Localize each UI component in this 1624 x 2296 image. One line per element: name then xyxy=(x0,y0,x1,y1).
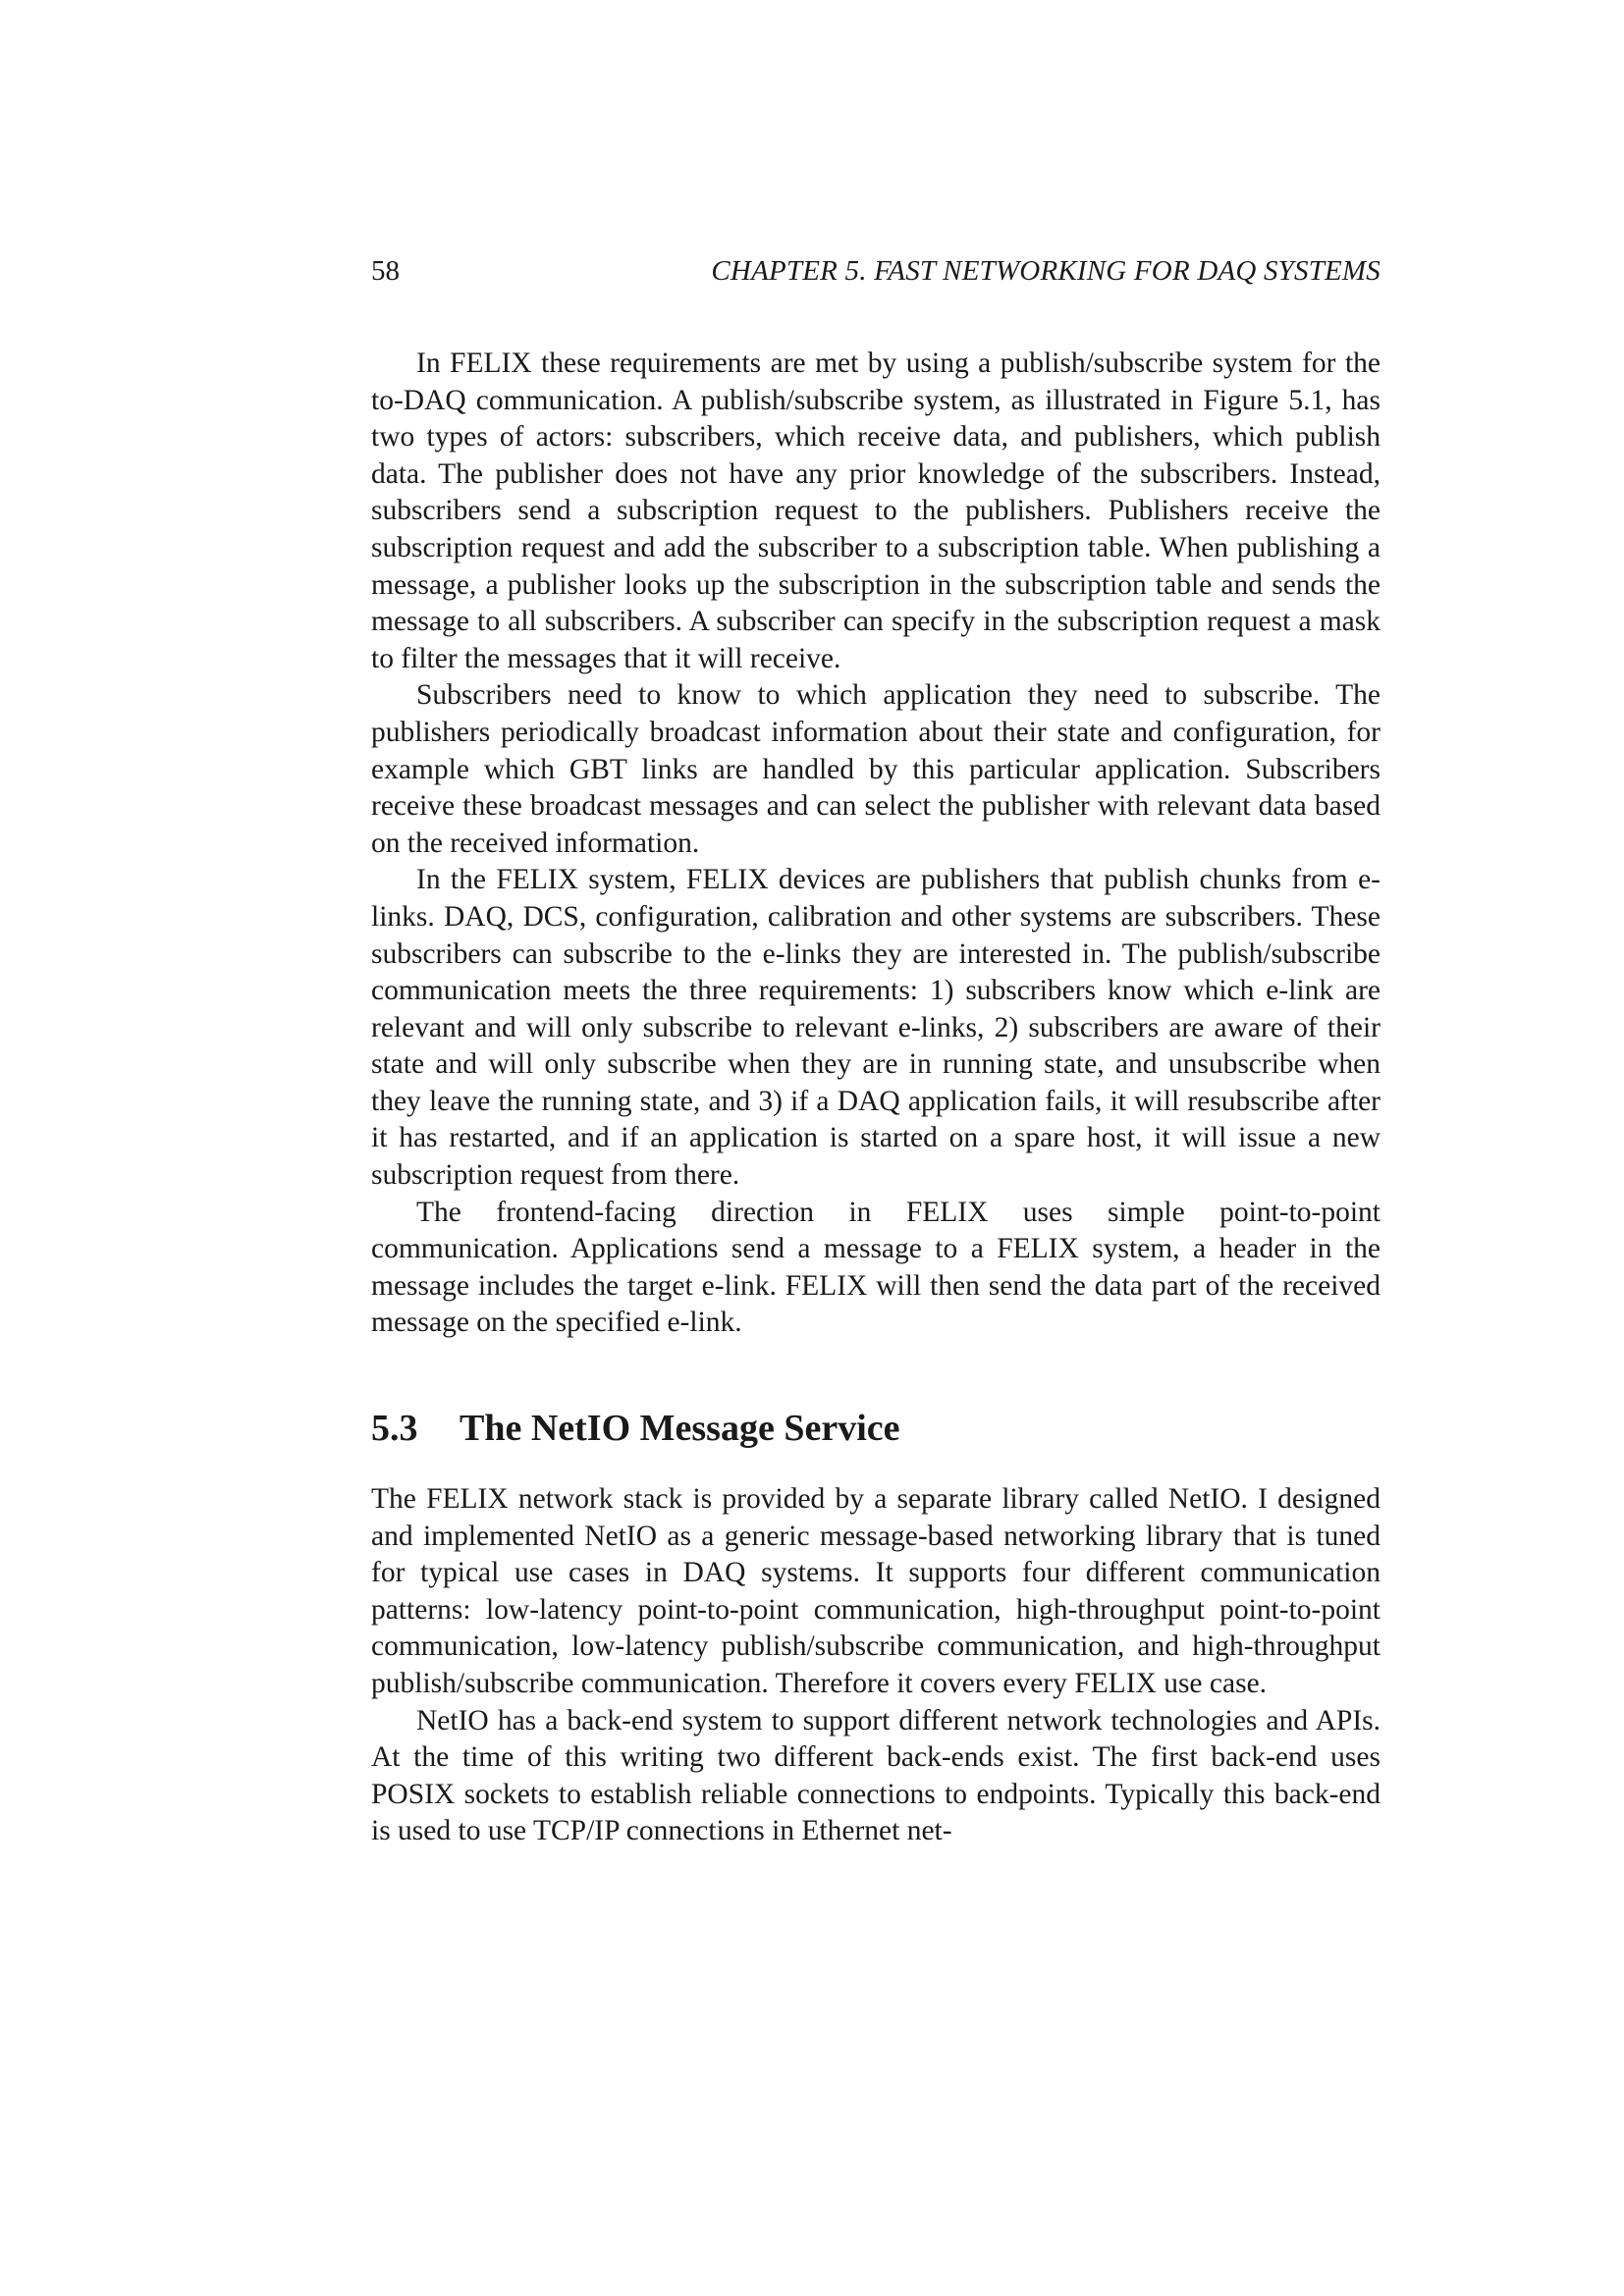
section-heading xyxy=(371,1405,1380,1452)
body-text xyxy=(371,346,1380,1850)
paragraph-netio-intro: The FELIX network stack is provided by a separate library called NetIO. I designed and implemented NetIO as a generic message-based networking library that is tuned for typical use cases in DAQ systems. It supports four different communication patterns: low-latency point-to-point communication, high-throughput point-to-point communication, low-latency publish/subscribe communication, and high-throughput publish/subscribe communication. Therefore it covers every FELIX use case. xyxy=(371,1483,1380,1699)
paragraph-frontend-direction: The frontend-facing direction in FELIX uses simple point-to-point communication. Applications send a message to a FELIX system, a header in the message includes the target e-link. FELIX will then send the data part of the received message on the specified e-link. xyxy=(371,1196,1380,1339)
paragraph-subscribers-broadcast: Subscribers need to know to which application they need to subscribe. The publishers periodically broadcast information about their state and configuration, for example which GBT links are handled by this particular application. Subscribers receive these broadcast messages and can select the publisher with relevant data based on the received information. xyxy=(371,679,1380,859)
paragraph-netio-backends: NetIO has a back-end system to support different network technologies and APIs. At the time of this writing two different back-ends exist. The first back-end uses POSIX sockets to establish reliable connections to endpoints. Typically this back-end is used to use TCP/IP connections in Ethernet net- xyxy=(371,1704,1380,1847)
section-body xyxy=(371,1481,1380,1850)
page-number: 58 xyxy=(371,255,400,287)
chapter-title: CHAPTER 5. FAST NETWORKING FOR DAQ SYSTEMS xyxy=(711,255,1380,287)
paragraph-publish-subscribe: In FELIX these requirements are met by using a publish/subscribe system for the to-DAQ communication. A publish/subscribe system, as illustrated in Figure 5.1, has two types of actors: subscribers, which receive data, and publishers, which publish data. The publisher does not have any prior knowledge of the subscribers. Instead, subscribers send a subscription request to the publishers. Publishers receive the subscription request and add the subscriber to a subscription table. When publishing a message, a publisher looks up the subscription in the subscription table and sends the message to all subscribers. A subscriber can specify in the subscription request a mask to filter the messages that it will receive. xyxy=(371,347,1380,674)
paragraph-felix-system: In the FELIX system, FELIX devices are publishers that publish chunks from e-links. DAQ, DCS, configuration, calibration and other systems are subscribers. These subscribers can subscribe to the e-links they are interested in. The publish/subscribe communication meets the three requirements: 1) subscribers know which e-link are relevant and will only subscribe to relevant e-links, 2) subscribers are aware of their state and will only subscribe when they are in running state, and unsubscribe when they leave the running state, and 3) if a DAQ application fails, it will resubscribe after it has restarted, and if an application is started on a spare host, it will issue a new subscription request from there. xyxy=(371,864,1380,1192)
section-netio xyxy=(371,1405,1380,1850)
section-title: The NetIO Message Service xyxy=(460,1408,900,1450)
section-number: 5.3 xyxy=(371,1408,418,1450)
running-header xyxy=(371,251,1380,291)
